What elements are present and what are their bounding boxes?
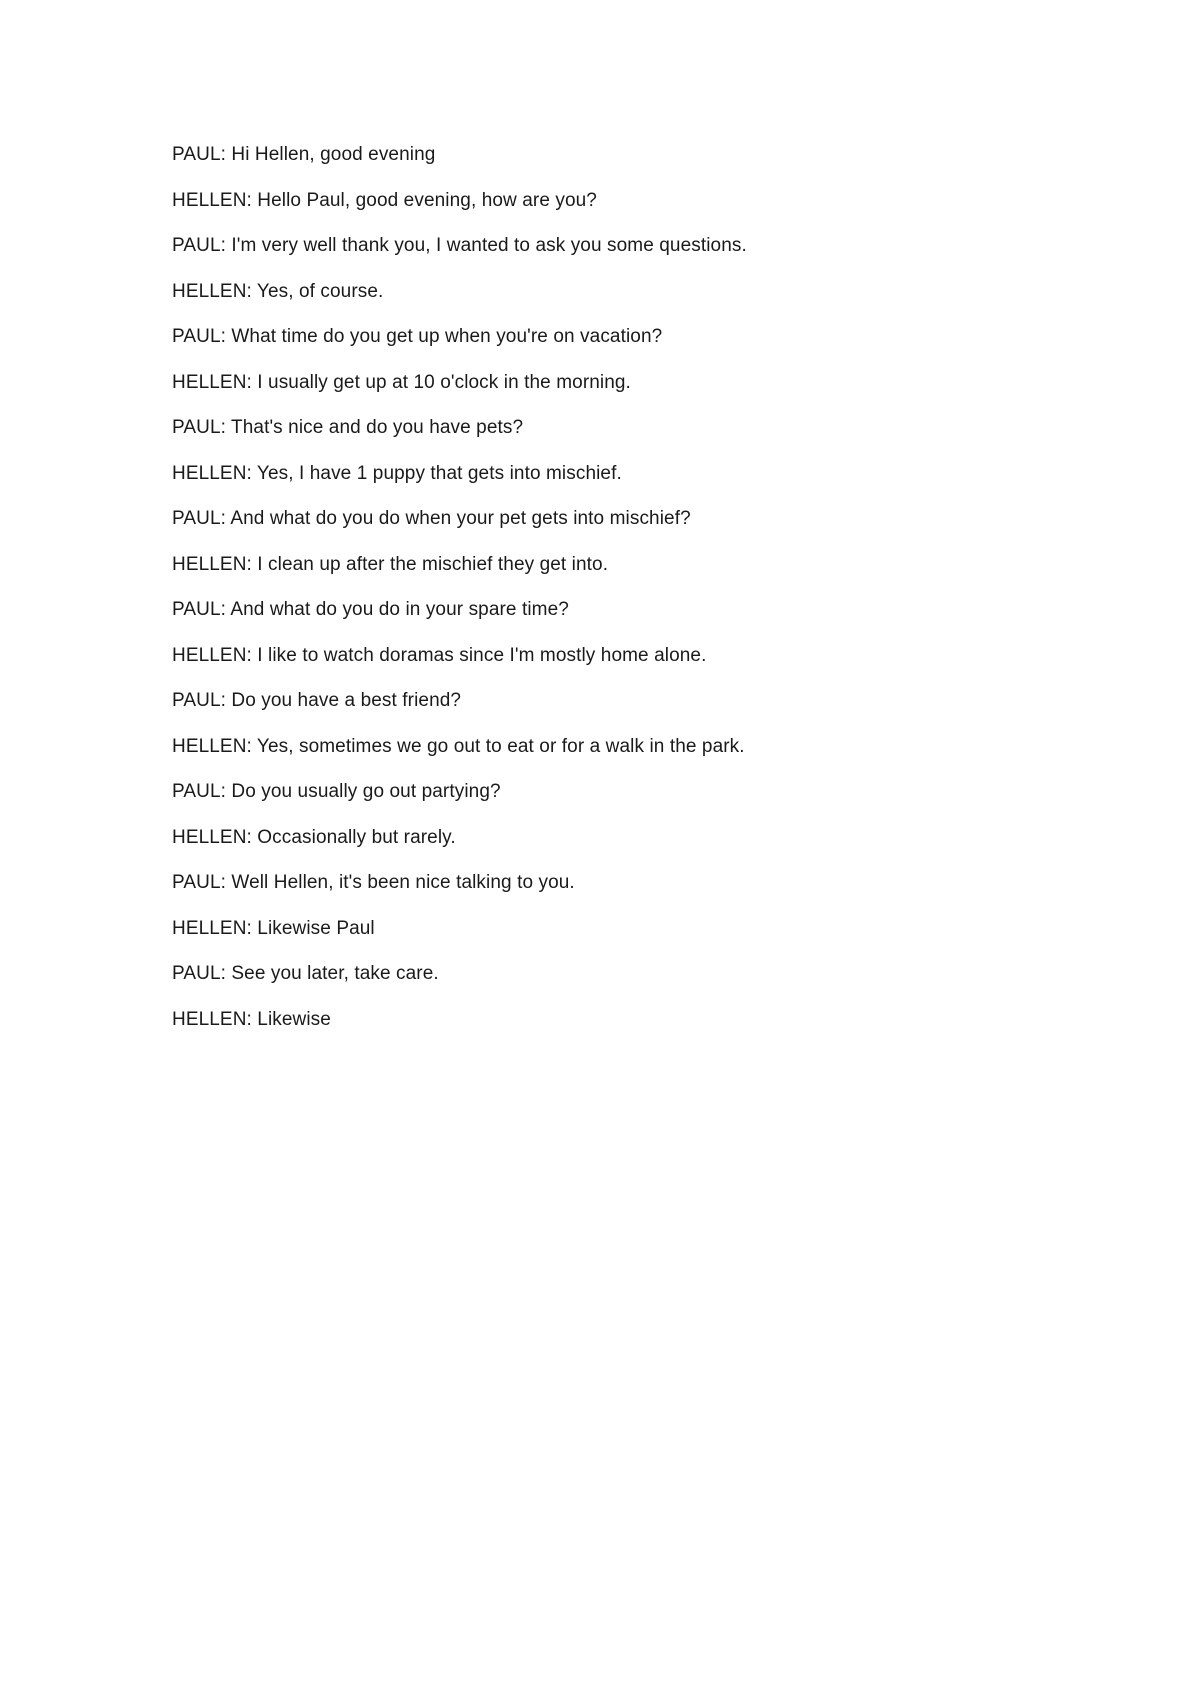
dialogue-line: HELLEN: Yes, sometimes we go out to eat or for a walk in the park. xyxy=(172,735,745,757)
dialogue-line: PAUL: I'm very well thank you, I wanted to ask you some questions. xyxy=(172,235,747,256)
dialogue-line: PAUL: See you later, take care. xyxy=(172,963,439,984)
dialogue-line: PAUL: And what do you do in your spare time? xyxy=(172,599,569,620)
dialogue-line: HELLEN: Hello Paul, good evening, how are you? xyxy=(172,189,597,211)
dialogue-line: PAUL: Do you usually go out partying? xyxy=(172,781,501,802)
dialogue-line: PAUL: Well Hellen, it's been nice talking to you. xyxy=(172,872,575,893)
dialogue-line: HELLEN: Occasionally but rarely. xyxy=(172,826,456,848)
dialogue-line: HELLEN: I usually get up at 10 o'clock in the morning. xyxy=(172,371,631,393)
dialogue-line: HELLEN: Yes, I have 1 puppy that gets into mischief. xyxy=(172,462,622,484)
dialogue-line: HELLEN: I clean up after the mischief they get into. xyxy=(172,553,609,575)
dialogue-line: PAUL: What time do you get up when you're on vacation? xyxy=(172,326,663,347)
dialogue-line: PAUL: That's nice and do you have pets? xyxy=(172,417,524,438)
dialogue-line: PAUL: Do you have a best friend? xyxy=(172,690,462,711)
dialogue-line: PAUL: And what do you do when your pet gets into mischief? xyxy=(172,508,691,529)
dialogue-line: HELLEN: Yes, of course. xyxy=(172,280,384,302)
dialogue-line: HELLEN: I like to watch doramas since I'm mostly home alone. xyxy=(172,644,707,666)
dialogue-transcript xyxy=(172,142,747,1052)
dialogue-line: PAUL: Hi Hellen, good evening xyxy=(172,144,436,165)
dialogue-line: HELLEN: Likewise Paul xyxy=(172,917,375,939)
dialogue-line: HELLEN: Likewise xyxy=(172,1008,331,1030)
